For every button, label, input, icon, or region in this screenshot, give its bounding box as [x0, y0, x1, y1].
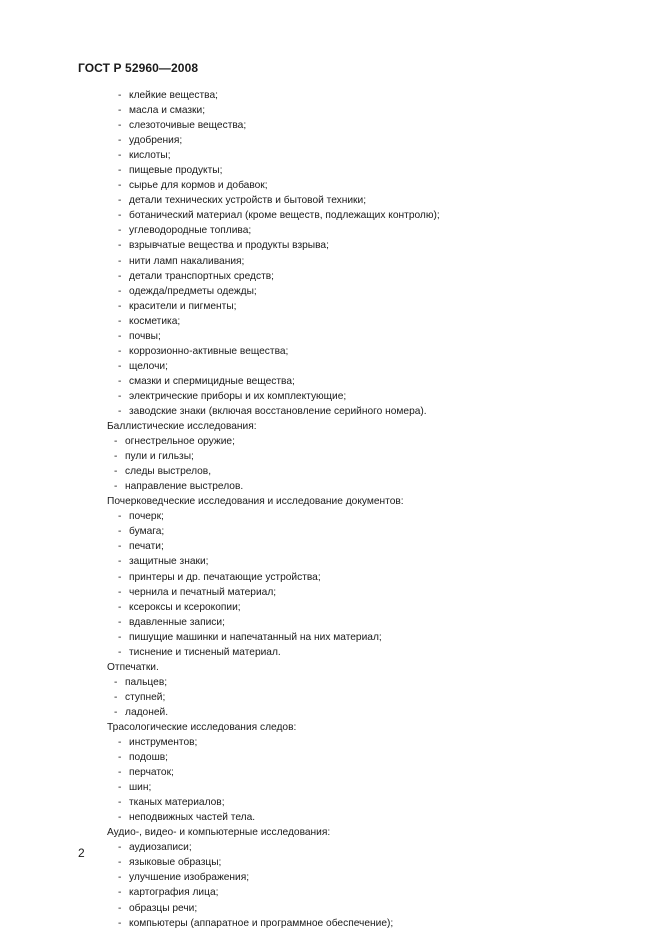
list-item-text: кислоты; — [129, 150, 171, 162]
list-item — [0, 223, 661, 238]
list-item — [0, 434, 661, 449]
list-item — [0, 780, 661, 795]
list-dash: - — [118, 135, 122, 147]
list-item — [0, 193, 661, 208]
list-dash: - — [118, 390, 122, 402]
list-item-text: тиснение и тисненый материал. — [129, 646, 281, 658]
list-item-text: красители и пигменты; — [129, 300, 237, 312]
list-item — [0, 600, 661, 615]
list-dash: - — [118, 511, 122, 523]
list-dash: - — [118, 842, 122, 854]
list-item — [0, 765, 661, 780]
list-item-text: ладоней. — [125, 706, 169, 718]
list-item — [0, 509, 661, 524]
list-dash: - — [118, 150, 122, 162]
section-heading: Отпечатки. — [107, 661, 159, 673]
list-item — [0, 705, 661, 720]
list-item-text: детали технических устройств и бытовой техники; — [129, 195, 367, 207]
list-dash: - — [118, 120, 122, 132]
section-heading: Трасологические исследования следов: — [107, 721, 297, 733]
list-item — [0, 901, 661, 916]
list-item-text: электрические приборы и их комплектующие; — [129, 390, 347, 402]
list-dash: - — [114, 436, 118, 448]
list-item — [0, 570, 661, 585]
list-item-text: перчаток; — [129, 767, 174, 779]
list-dash: - — [118, 767, 122, 779]
list-item — [0, 284, 661, 299]
list-item-text: почерк; — [129, 511, 164, 523]
list-item — [0, 254, 661, 269]
list-item-text: почвы; — [129, 330, 161, 342]
list-dash: - — [118, 255, 122, 267]
list-item — [0, 479, 661, 494]
list-item — [0, 178, 661, 193]
document-header: ГОСТ Р 52960—2008 — [78, 61, 199, 75]
list-dash: - — [118, 737, 122, 749]
list-item — [0, 359, 661, 374]
list-item-text: ботанический материал (кроме веществ, подлежащих контролю); — [129, 210, 440, 222]
list-item — [0, 314, 661, 329]
list-dash: - — [118, 195, 122, 207]
list-dash: - — [118, 646, 122, 658]
list-item-text: печати; — [129, 541, 164, 553]
list-item-text: чернила и печатный материал; — [129, 586, 277, 598]
list-item-text: картография лица; — [129, 887, 219, 899]
list-dash: - — [114, 706, 118, 718]
list-dash: - — [118, 586, 122, 598]
list-item — [0, 810, 661, 825]
section-heading: Баллистические исследования: — [107, 421, 257, 433]
list-dash: - — [118, 330, 122, 342]
list-item — [0, 389, 661, 404]
list-item-text: слезоточивые вещества; — [129, 120, 247, 132]
list-item-text: образцы речи; — [129, 902, 198, 914]
list-dash: - — [118, 285, 122, 297]
list-item — [0, 840, 661, 855]
list-dash: - — [118, 782, 122, 794]
list-dash: - — [118, 541, 122, 553]
list-item-text: аудиозаписи; — [129, 842, 192, 854]
list-dash: - — [118, 526, 122, 538]
list-item — [0, 88, 661, 103]
list-item-text: взрывчатые вещества и продукты взрыва; — [129, 240, 329, 252]
list-item-text: вдавленные записи; — [129, 616, 225, 628]
list-dash: - — [118, 360, 122, 372]
list-item-text: сырье для кормов и добавок; — [129, 180, 268, 192]
list-item-text: шин; — [129, 782, 152, 794]
list-dash: - — [118, 405, 122, 417]
list-item — [0, 916, 661, 931]
list-dash: - — [118, 180, 122, 192]
list-dash: - — [118, 240, 122, 252]
list-item-text: косметика; — [129, 315, 181, 327]
list-item-text: одежда/предметы одежды; — [129, 285, 257, 297]
list-item — [0, 269, 661, 284]
list-dash: - — [118, 210, 122, 222]
list-dash: - — [118, 616, 122, 628]
list-item-text: пули и гильзы; — [125, 451, 194, 463]
list-item-text: клейкие вещества; — [129, 90, 218, 101]
list-item — [0, 645, 661, 660]
list-item-text: масла и смазки; — [129, 105, 206, 117]
list-item-text: подошв; — [129, 752, 168, 764]
list-item — [0, 374, 661, 389]
list-dash: - — [118, 165, 122, 177]
list-item-text: языковые образцы; — [129, 857, 222, 869]
list-item — [0, 208, 661, 223]
list-item — [0, 103, 661, 118]
list-item-text: ксероксы и ксерокопии; — [129, 601, 241, 613]
list-item-text: пищевые продукты; — [129, 165, 223, 177]
list-item-text: удобрения; — [129, 135, 183, 147]
list-item — [0, 449, 661, 464]
list-item-text: углеводородные топлива; — [129, 225, 252, 237]
list-dash: - — [118, 375, 122, 387]
list-dash: - — [118, 857, 122, 869]
list-dash: - — [118, 300, 122, 312]
list-dash: - — [114, 481, 118, 493]
list-item — [0, 855, 661, 870]
list-item-text: защитные знаки; — [129, 556, 209, 568]
list-item — [0, 148, 661, 163]
list-dash: - — [118, 225, 122, 237]
document-body — [0, 88, 661, 931]
list-dash: - — [118, 571, 122, 583]
list-item-text: ступней; — [125, 691, 166, 703]
list-item-text: тканых материалов; — [129, 797, 225, 809]
list-dash: - — [114, 676, 118, 688]
list-dash: - — [114, 466, 118, 478]
list-item-text: коррозионно-активные вещества; — [129, 345, 289, 357]
list-item-text: бумага; — [129, 526, 165, 538]
list-dash: - — [118, 887, 122, 899]
list-item — [0, 885, 661, 900]
list-item — [0, 675, 661, 690]
list-item — [0, 735, 661, 750]
list-item — [0, 329, 661, 344]
list-item — [0, 870, 661, 885]
list-item — [0, 118, 661, 133]
list-item — [0, 163, 661, 178]
list-item-text: улучшение изображения; — [129, 872, 250, 884]
list-item-text: принтеры и др. печатающие устройства; — [129, 571, 321, 583]
list-item — [0, 615, 661, 630]
list-item — [0, 539, 661, 554]
list-dash: - — [118, 315, 122, 327]
page-number: 2 — [78, 846, 85, 860]
list-dash: - — [118, 90, 122, 101]
section-heading: Аудио-, видео- и компьютерные исследования: — [107, 827, 331, 839]
list-dash: - — [118, 270, 122, 282]
list-item-text: детали транспортных средств; — [129, 270, 274, 282]
list-item — [0, 299, 661, 314]
list-dash: - — [118, 872, 122, 884]
list-dash: - — [118, 556, 122, 568]
list-item — [0, 554, 661, 569]
list-item-text: пальцев; — [125, 676, 168, 688]
list-dash: - — [114, 691, 118, 703]
list-item — [0, 524, 661, 539]
list-item-text: смазки и спермицидные вещества; — [129, 375, 295, 387]
list-dash: - — [118, 797, 122, 809]
list-item — [0, 404, 661, 419]
list-dash: - — [118, 601, 122, 613]
list-item — [0, 344, 661, 359]
list-item-text: щелочи; — [129, 360, 168, 372]
list-dash: - — [118, 752, 122, 764]
list-item — [0, 464, 661, 479]
list-dash: - — [118, 105, 122, 117]
list-dash: - — [118, 812, 122, 824]
list-dash: - — [118, 631, 122, 643]
list-item-text: заводские знаки (включая восстановление серийного номера). — [129, 405, 427, 417]
list-item — [0, 630, 661, 645]
list-dash: - — [118, 345, 122, 357]
list-item-text: компьютеры (аппаратное и программное обеспечение); — [129, 917, 394, 929]
list-dash: - — [114, 451, 118, 463]
list-item — [0, 238, 661, 253]
list-item-text: нити ламп накаливания; — [129, 255, 245, 267]
list-item — [0, 750, 661, 765]
section-heading: Почерковедческие исследования и исследование документов: — [107, 496, 404, 508]
list-item — [0, 133, 661, 148]
list-item — [0, 690, 661, 705]
list-item-text: неподвижных частей тела. — [129, 812, 256, 824]
list-item-text: следы выстрелов, — [125, 466, 212, 478]
list-item — [0, 585, 661, 600]
list-item-text: пишущие машинки и напечатанный на них материал; — [129, 631, 382, 643]
list-item — [0, 795, 661, 810]
list-dash: - — [118, 917, 122, 929]
list-item-text: огнестрельное оружие; — [125, 436, 235, 448]
list-item-text: направление выстрелов. — [125, 481, 244, 493]
list-item-text: инструментов; — [129, 737, 198, 749]
list-dash: - — [118, 902, 122, 914]
